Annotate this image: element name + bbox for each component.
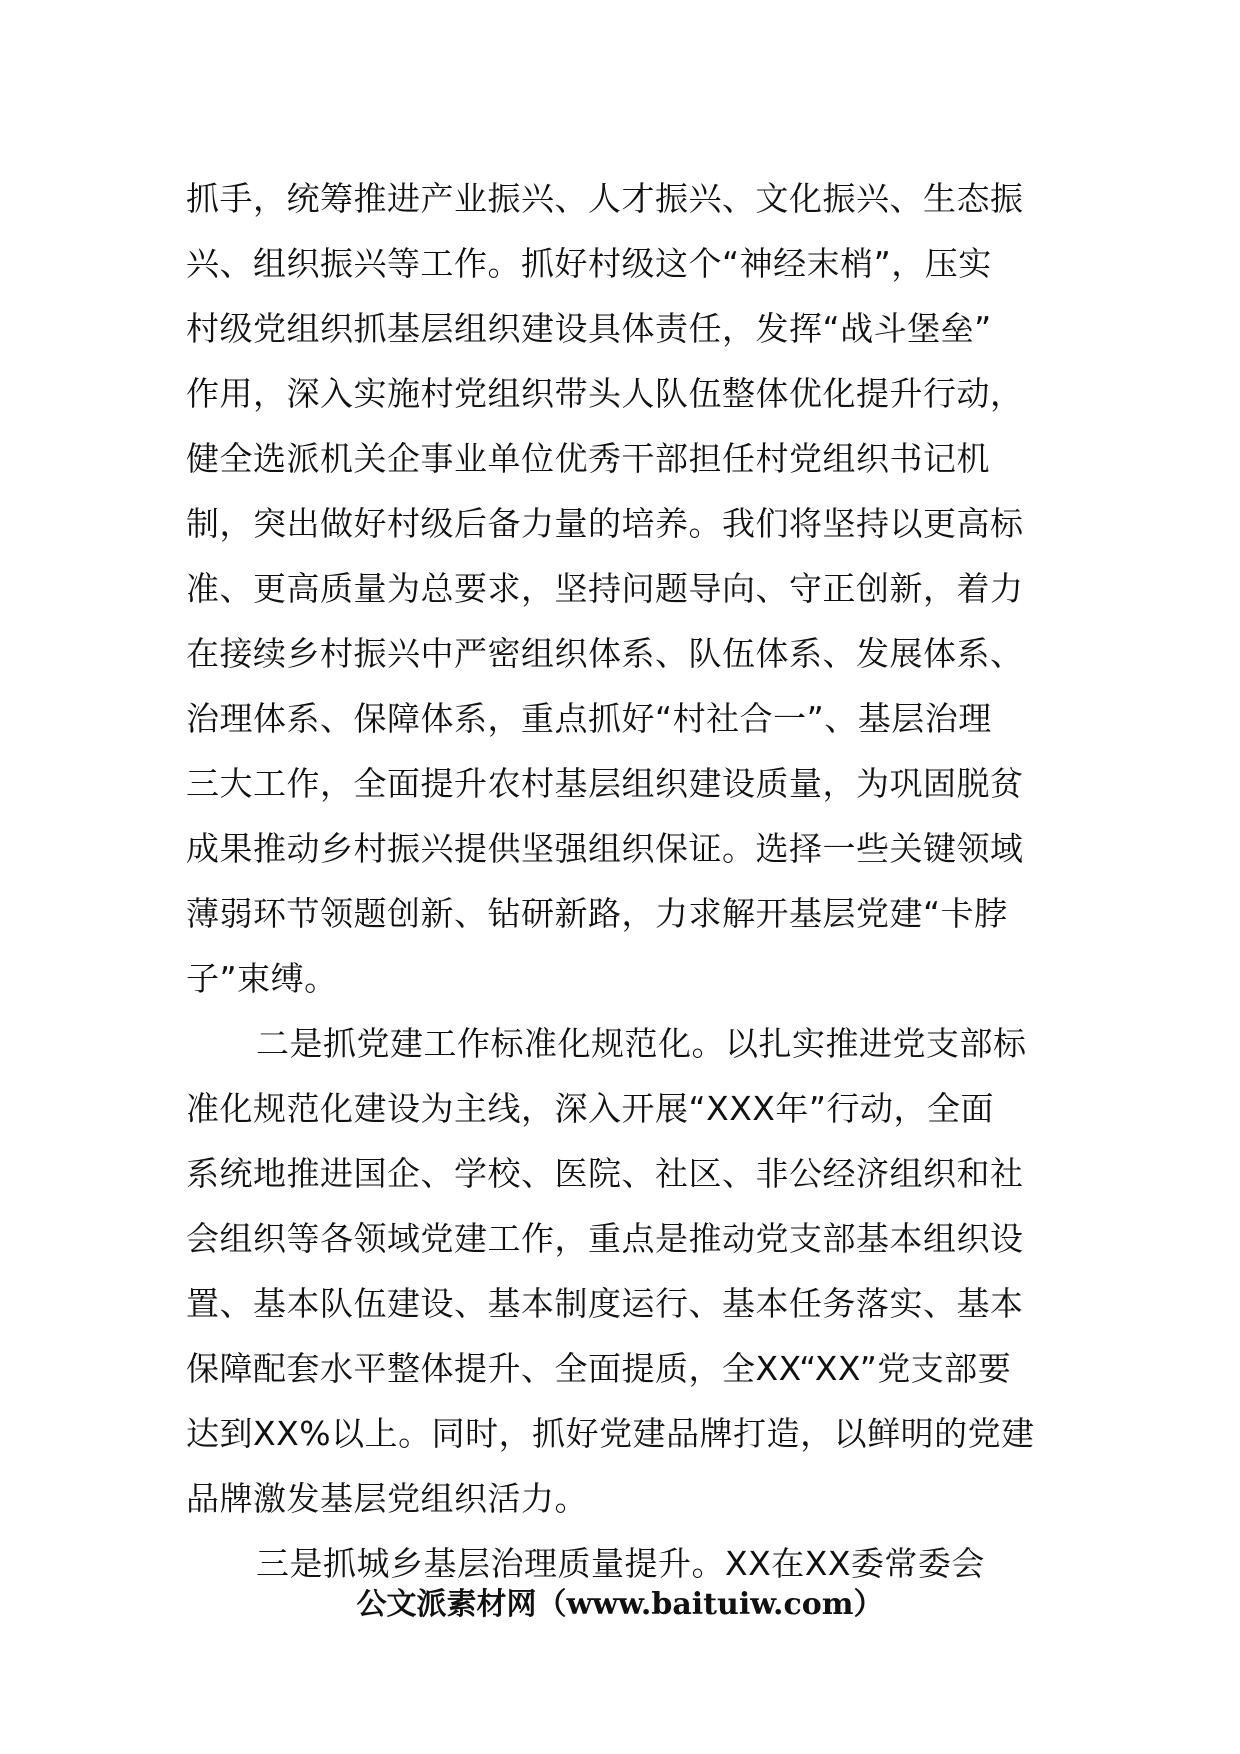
text-line: 保障配套水平整体提升、全面提质，全XX“XX”党支部要: [186, 1349, 1012, 1388]
text-line: 治理体系、保障体系，重点抓好“村社合一”、基层治理: [186, 699, 992, 738]
text-line: 健全选派机关企事业单位优秀干部担任村党组织书记机: [186, 439, 990, 478]
paragraph-heading-3: 三是抓城乡基层治理质量提升。XX在XX委常委会: [256, 1544, 985, 1583]
text-line: 三大工作，全面提升农村基层组织建设质量，为巩固脱贫: [186, 764, 1024, 803]
text-line: 成果推动乡村振兴提供坚强组织保证。选择一些关键领域: [186, 829, 1024, 868]
text-line: 薄弱环节领题创新、钻研新路，力求解开基层党建“卡脖: [186, 894, 1008, 933]
text-line: 子”束缚。: [186, 959, 338, 998]
text-line: 品牌激发基层党组织活力。: [186, 1479, 588, 1518]
text-line: 在接续乡村振兴中严密组织体系、队伍体系、发展体系、: [186, 634, 1024, 673]
text-line: 作用，深入实施村党组织带头人队伍整体优化提升行动，: [186, 374, 1024, 413]
text-line: 系统地推进国企、学校、医院、社区、非公经济组织和社: [186, 1154, 1024, 1193]
text-line: 抓手，统筹推进产业振兴、人才振兴、文化振兴、生态振: [186, 179, 1024, 218]
text-line: 村级党组织抓基层组织建设具体责任，发挥“战斗堡垒”: [186, 309, 992, 348]
text-line: 准化规范化建设为主线，深入开展“XXX年”行动，全面: [186, 1089, 995, 1128]
body-text: [186, 166, 1066, 1596]
footer-watermark: 公文派素材网（www.baituiw.com）: [356, 1587, 884, 1622]
text-line: 兴、组织振兴等工作。抓好村级这个“神经末梢”，压实: [186, 244, 992, 283]
text-line: 达到XX%以上。同时，抓好党建品牌打造，以鲜明的党建: [186, 1414, 1035, 1453]
text-line: 会组织等各领域党建工作，重点是推动党支部基本组织设: [186, 1219, 1024, 1258]
text-line: 置、基本队伍建设、基本制度运行、基本任务落实、基本: [186, 1284, 1024, 1323]
text-line: 制，突出做好村级后备力量的培养。我们将坚持以更高标: [186, 504, 1024, 543]
text-line: 准、更高质量为总要求，坚持问题导向、守正创新，着力: [186, 569, 1024, 608]
paragraph-heading-2: 二是抓党建工作标准化规范化。以扎实推进党支部标: [256, 1024, 1027, 1063]
